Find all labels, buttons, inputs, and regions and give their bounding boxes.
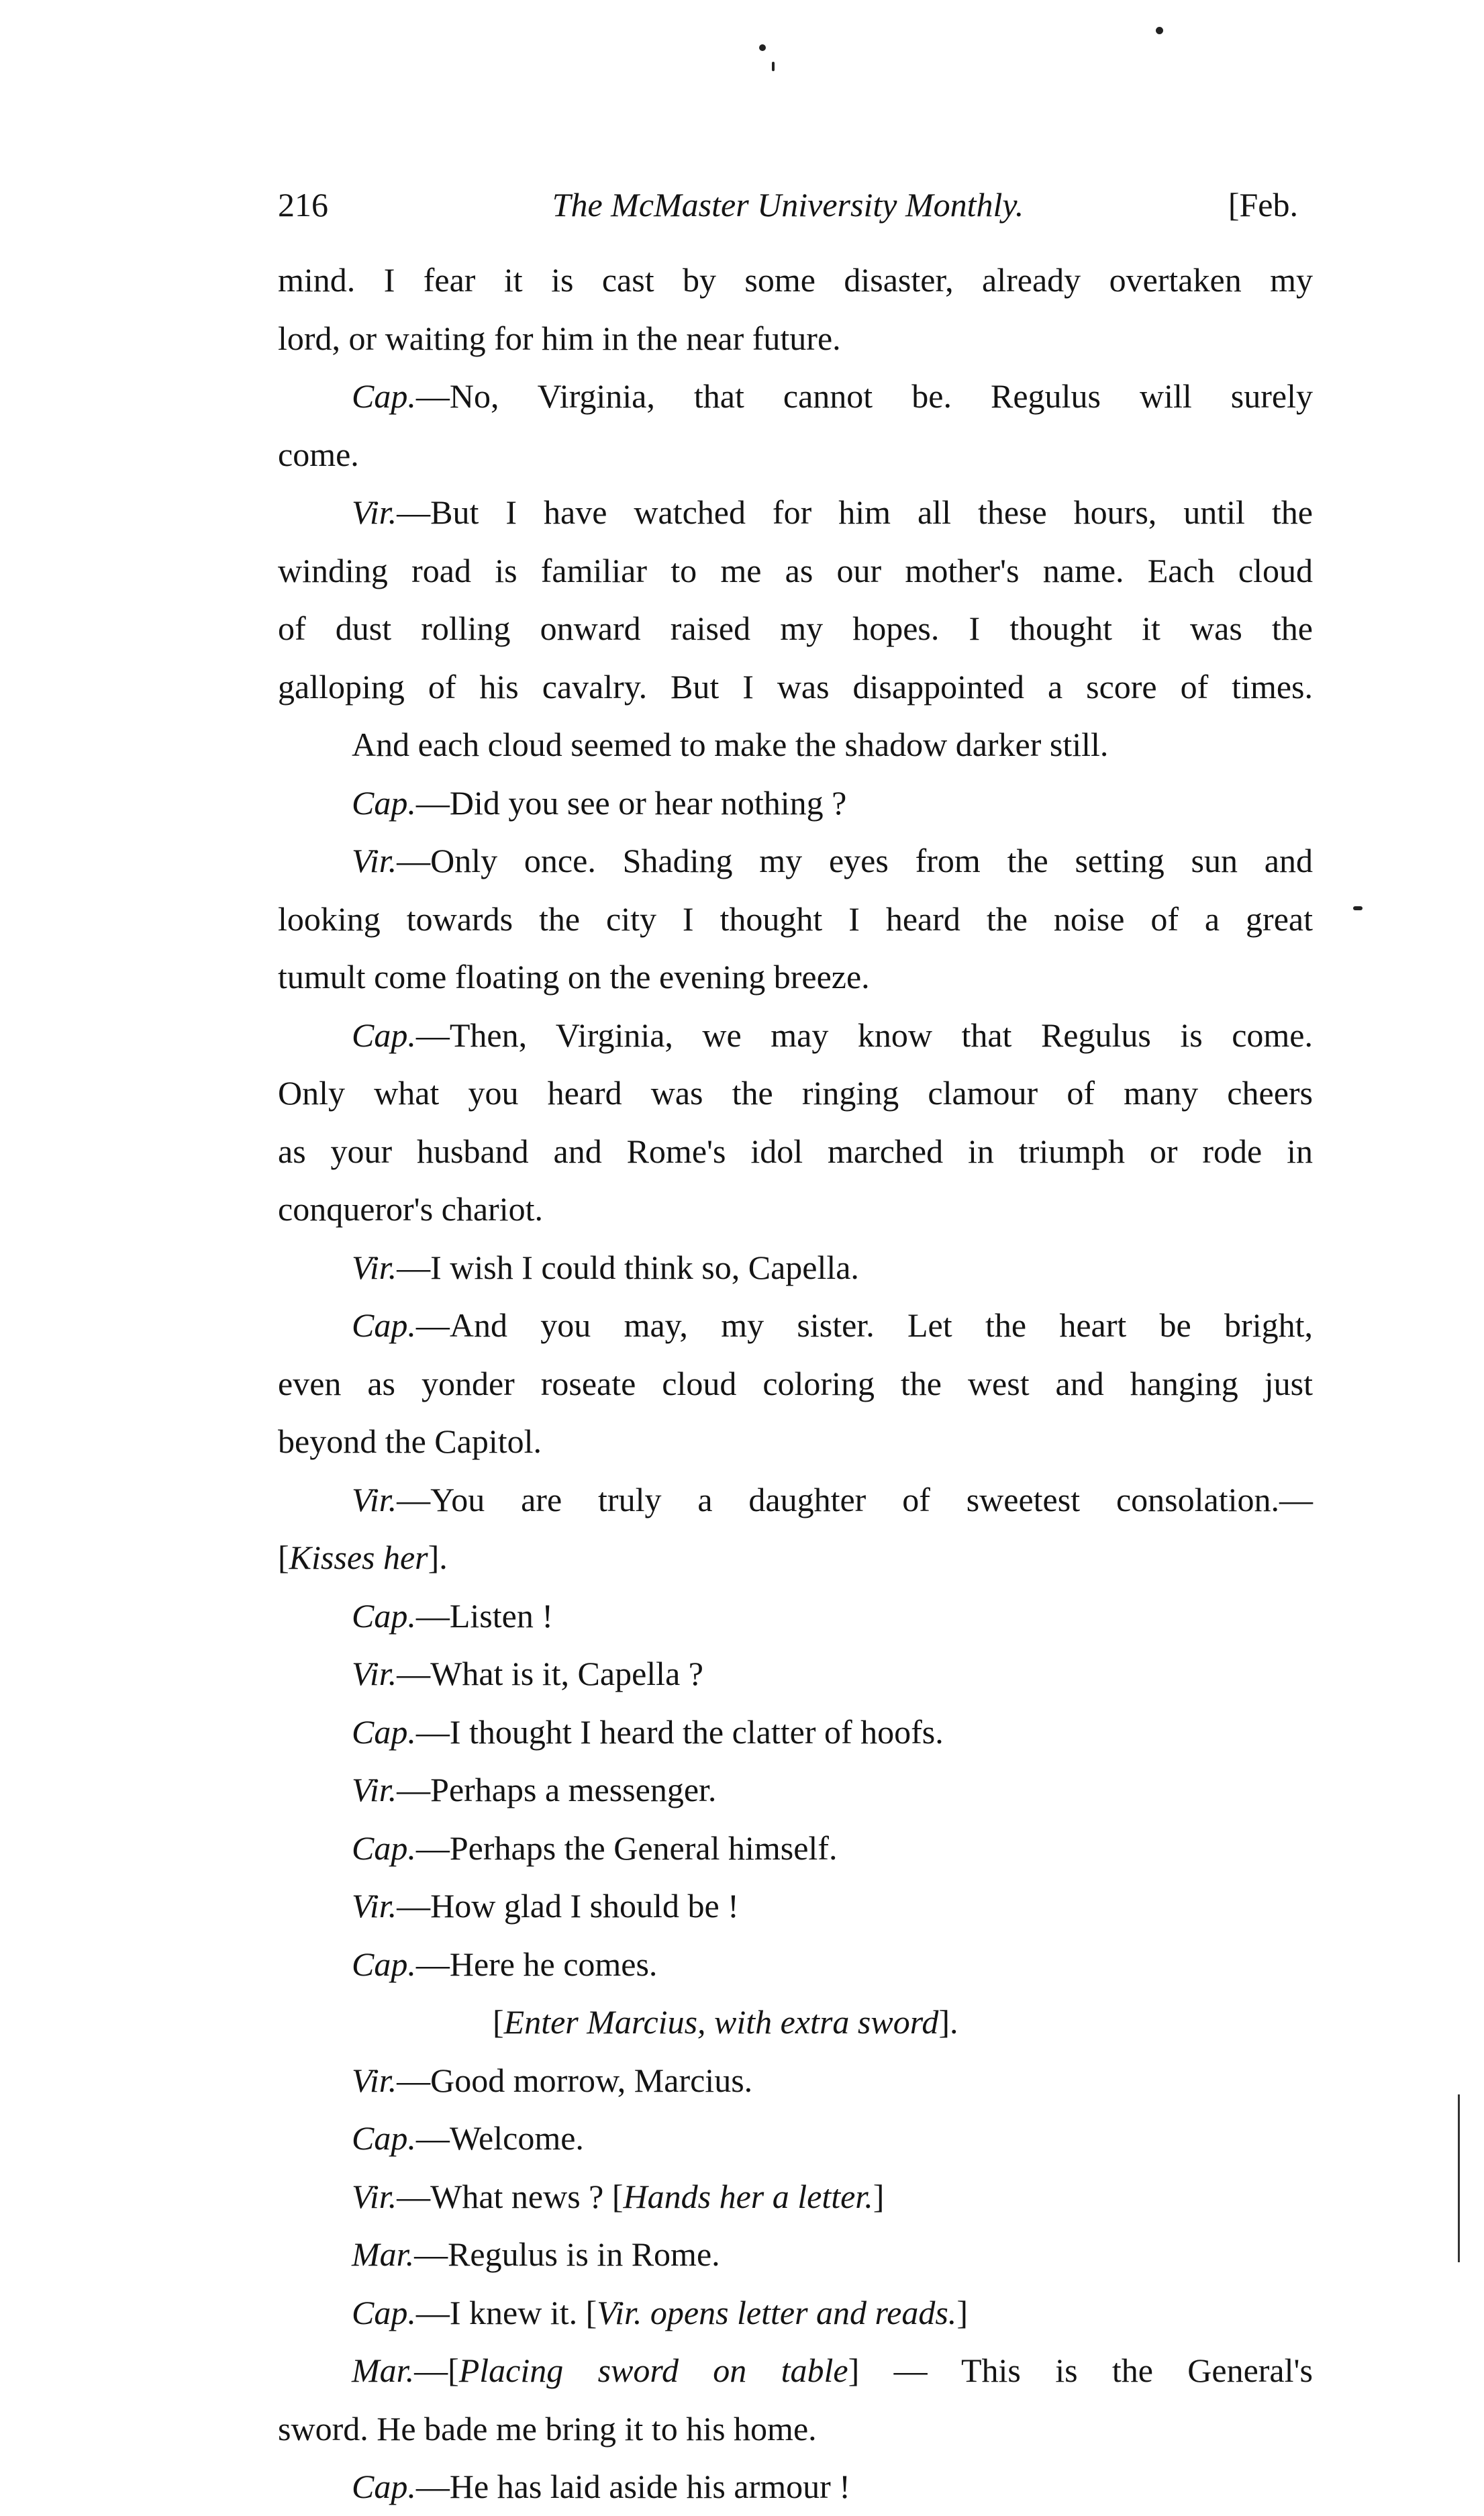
speaker-name: Mar. bbox=[352, 2235, 415, 2273]
text-line bbox=[278, 948, 1313, 1006]
text-line bbox=[278, 2400, 1313, 2458]
speaker-name: Vir. bbox=[352, 1771, 397, 1808]
speaker-name: Vir. bbox=[352, 1887, 397, 1925]
line-text: ] bbox=[873, 2177, 885, 2215]
speaker-name: Cap. bbox=[352, 2293, 416, 2331]
journal-title: The McMaster University Monthly. bbox=[552, 186, 1024, 224]
line-text: [ bbox=[493, 2003, 504, 2041]
line-text: —Welcome. bbox=[415, 2119, 584, 2157]
speaker-name: Vir. bbox=[352, 1655, 397, 1692]
text-line bbox=[278, 774, 1313, 832]
text-line bbox=[278, 1877, 1313, 1935]
text-line bbox=[278, 599, 1313, 658]
text-line bbox=[278, 2341, 1313, 2400]
scan-speck bbox=[1353, 906, 1363, 910]
issue-month: [Feb. bbox=[1228, 186, 1298, 224]
line-text: —You are truly a daughter of sweetest consolation.— bbox=[397, 1480, 1313, 1518]
line-text: —[ bbox=[414, 2352, 459, 2389]
scan-speck bbox=[772, 62, 775, 71]
text-line bbox=[278, 716, 1313, 774]
line-text: ]. bbox=[428, 1539, 448, 1576]
speaker-name: Vir. bbox=[352, 2177, 397, 2215]
text-line bbox=[278, 2284, 1313, 2342]
line-text: ]. bbox=[938, 2003, 958, 2041]
line-text: sword. He bade me bring it to his home. bbox=[278, 2409, 817, 2448]
line-text: come. bbox=[278, 435, 359, 473]
line-text: looking towards the city I thought I heard the noise of a great bbox=[278, 900, 1313, 938]
line-text: —I wish I could think so, Capella. bbox=[397, 1248, 859, 1286]
speaker-name: Cap. bbox=[352, 1016, 416, 1054]
line-text: —No, Virginia, that cannot be. Regulus will surely bbox=[415, 377, 1313, 415]
text-line bbox=[278, 1180, 1313, 1239]
stage-direction: Hands her a letter. bbox=[623, 2177, 873, 2215]
speaker-name: Vir. bbox=[352, 493, 397, 531]
text-line bbox=[278, 1993, 1313, 2051]
text-line bbox=[278, 2109, 1313, 2168]
line-text: Only what you heard was the ringing clamour of many cheers bbox=[278, 1074, 1313, 1112]
speaker-name: Cap. bbox=[352, 2468, 416, 2505]
line-text: —Perhaps the General himself. bbox=[415, 1829, 838, 1867]
line-text: —I thought I heard the clatter of hoofs. bbox=[415, 1712, 944, 1751]
stage-direction: Vir. opens letter and reads. bbox=[597, 2293, 957, 2331]
text-line bbox=[278, 1645, 1313, 1703]
speaker-name: Vir. bbox=[352, 2061, 397, 2099]
text-line bbox=[278, 251, 1313, 309]
text-line bbox=[278, 2168, 1313, 2226]
line-text: tumult come floating on the evening breeze. bbox=[278, 958, 870, 996]
line-text: —And you may, my sister. Let the heart be bright, bbox=[415, 1306, 1313, 1344]
text-line bbox=[278, 1064, 1313, 1122]
line-text: —But I have watched for him all these hours, until the bbox=[397, 493, 1313, 531]
running-header bbox=[278, 181, 1298, 228]
speaker-name: Cap. bbox=[352, 1829, 416, 1867]
line-text: —Good morrow, Marcius. bbox=[397, 2061, 753, 2099]
line-text: —What news ? [ bbox=[397, 2177, 624, 2215]
line-text: mind. I fear it is cast by some disaster, already overtaken my bbox=[278, 261, 1313, 299]
line-text: winding road is familiar to me as our mother's name. Each cloud bbox=[278, 551, 1313, 589]
stage-direction: Placing sword on table bbox=[458, 2352, 848, 2389]
stage-direction: Kisses her bbox=[289, 1539, 428, 1576]
text-line bbox=[278, 1529, 1313, 1587]
text-line bbox=[278, 1296, 1313, 1355]
text-line bbox=[278, 1355, 1313, 1413]
speaker-name: Vir. bbox=[352, 1480, 397, 1518]
text-line bbox=[278, 1761, 1313, 1819]
speaker-name: Cap. bbox=[352, 1596, 416, 1635]
text-line bbox=[278, 483, 1313, 542]
text-line bbox=[278, 2458, 1313, 2516]
line-text: —What is it, Capella ? bbox=[397, 1655, 703, 1692]
speaker-name: Cap. bbox=[352, 377, 416, 415]
text-line bbox=[278, 2051, 1313, 2110]
line-text: even as yonder roseate cloud coloring the west and hanging just bbox=[278, 1364, 1313, 1402]
line-text: ] bbox=[956, 2293, 968, 2331]
text-line bbox=[278, 367, 1313, 426]
text-line bbox=[278, 309, 1313, 368]
speaker-name: Cap. bbox=[352, 1306, 416, 1344]
text-line bbox=[278, 1471, 1313, 1529]
line-text: —Regulus is in Rome. bbox=[414, 2235, 720, 2273]
text-line bbox=[278, 658, 1313, 716]
text-line bbox=[278, 1122, 1313, 1181]
line-text: And each cloud seemed to make the shadow darker still. bbox=[352, 726, 1109, 763]
text-line bbox=[278, 2225, 1313, 2284]
line-text: —Did you see or hear nothing ? bbox=[415, 783, 847, 822]
line-text: ] — This is the General's bbox=[848, 2352, 1313, 2389]
stage-direction: Enter Marcius, with extra sword bbox=[503, 2003, 939, 2041]
speaker-name: Mar. bbox=[352, 2352, 415, 2389]
text-line bbox=[278, 1412, 1313, 1471]
speaker-name: Cap. bbox=[352, 1712, 416, 1751]
line-text: beyond the Capitol. bbox=[278, 1422, 542, 1460]
scan-speck bbox=[759, 44, 766, 51]
line-text: conqueror's chariot. bbox=[278, 1190, 543, 1228]
speaker-name: Cap. bbox=[352, 2119, 416, 2157]
page-body-text bbox=[278, 251, 1313, 2516]
speaker-name: Vir. bbox=[352, 1248, 397, 1286]
line-text: [ bbox=[278, 1539, 289, 1576]
text-line bbox=[278, 542, 1313, 600]
speaker-name: Cap. bbox=[352, 1945, 416, 1983]
line-text: —He has laid aside his armour ! bbox=[415, 2468, 850, 2505]
page-number: 216 bbox=[278, 186, 328, 224]
text-line bbox=[278, 1239, 1313, 1297]
text-line bbox=[278, 1587, 1313, 1645]
line-text: —Here he comes. bbox=[415, 1945, 658, 1983]
line-text: —I knew it. [ bbox=[415, 2293, 597, 2331]
line-text: lord, or waiting for him in the near future. bbox=[278, 319, 841, 357]
line-text: —Listen ! bbox=[415, 1596, 553, 1635]
text-line bbox=[278, 890, 1313, 949]
text-line bbox=[278, 426, 1313, 484]
line-text: as your husband and Rome's idol marched in triumph or rode in bbox=[278, 1132, 1313, 1170]
text-line bbox=[278, 1703, 1313, 1761]
line-text: of dust rolling onward raised my hopes. I thought it was the bbox=[278, 610, 1313, 647]
scan-speck bbox=[1156, 27, 1163, 34]
text-line bbox=[278, 1006, 1313, 1065]
line-text: —Then, Virginia, we may know that Regulus is come. bbox=[415, 1016, 1313, 1054]
speaker-name: Vir. bbox=[352, 842, 397, 879]
text-line bbox=[278, 1935, 1313, 1994]
line-text: —How glad I should be ! bbox=[397, 1887, 739, 1925]
text-line bbox=[278, 1819, 1313, 1878]
text-line bbox=[278, 832, 1313, 890]
line-text: galloping of his cavalry. But I was disappointed a score of times. bbox=[278, 667, 1313, 706]
line-text: —Only once. Shading my eyes from the setting sun and bbox=[397, 842, 1313, 879]
scan-margin-line bbox=[1458, 2094, 1460, 2262]
speaker-name: Cap. bbox=[352, 783, 416, 822]
line-text: —Perhaps a messenger. bbox=[397, 1771, 717, 1808]
